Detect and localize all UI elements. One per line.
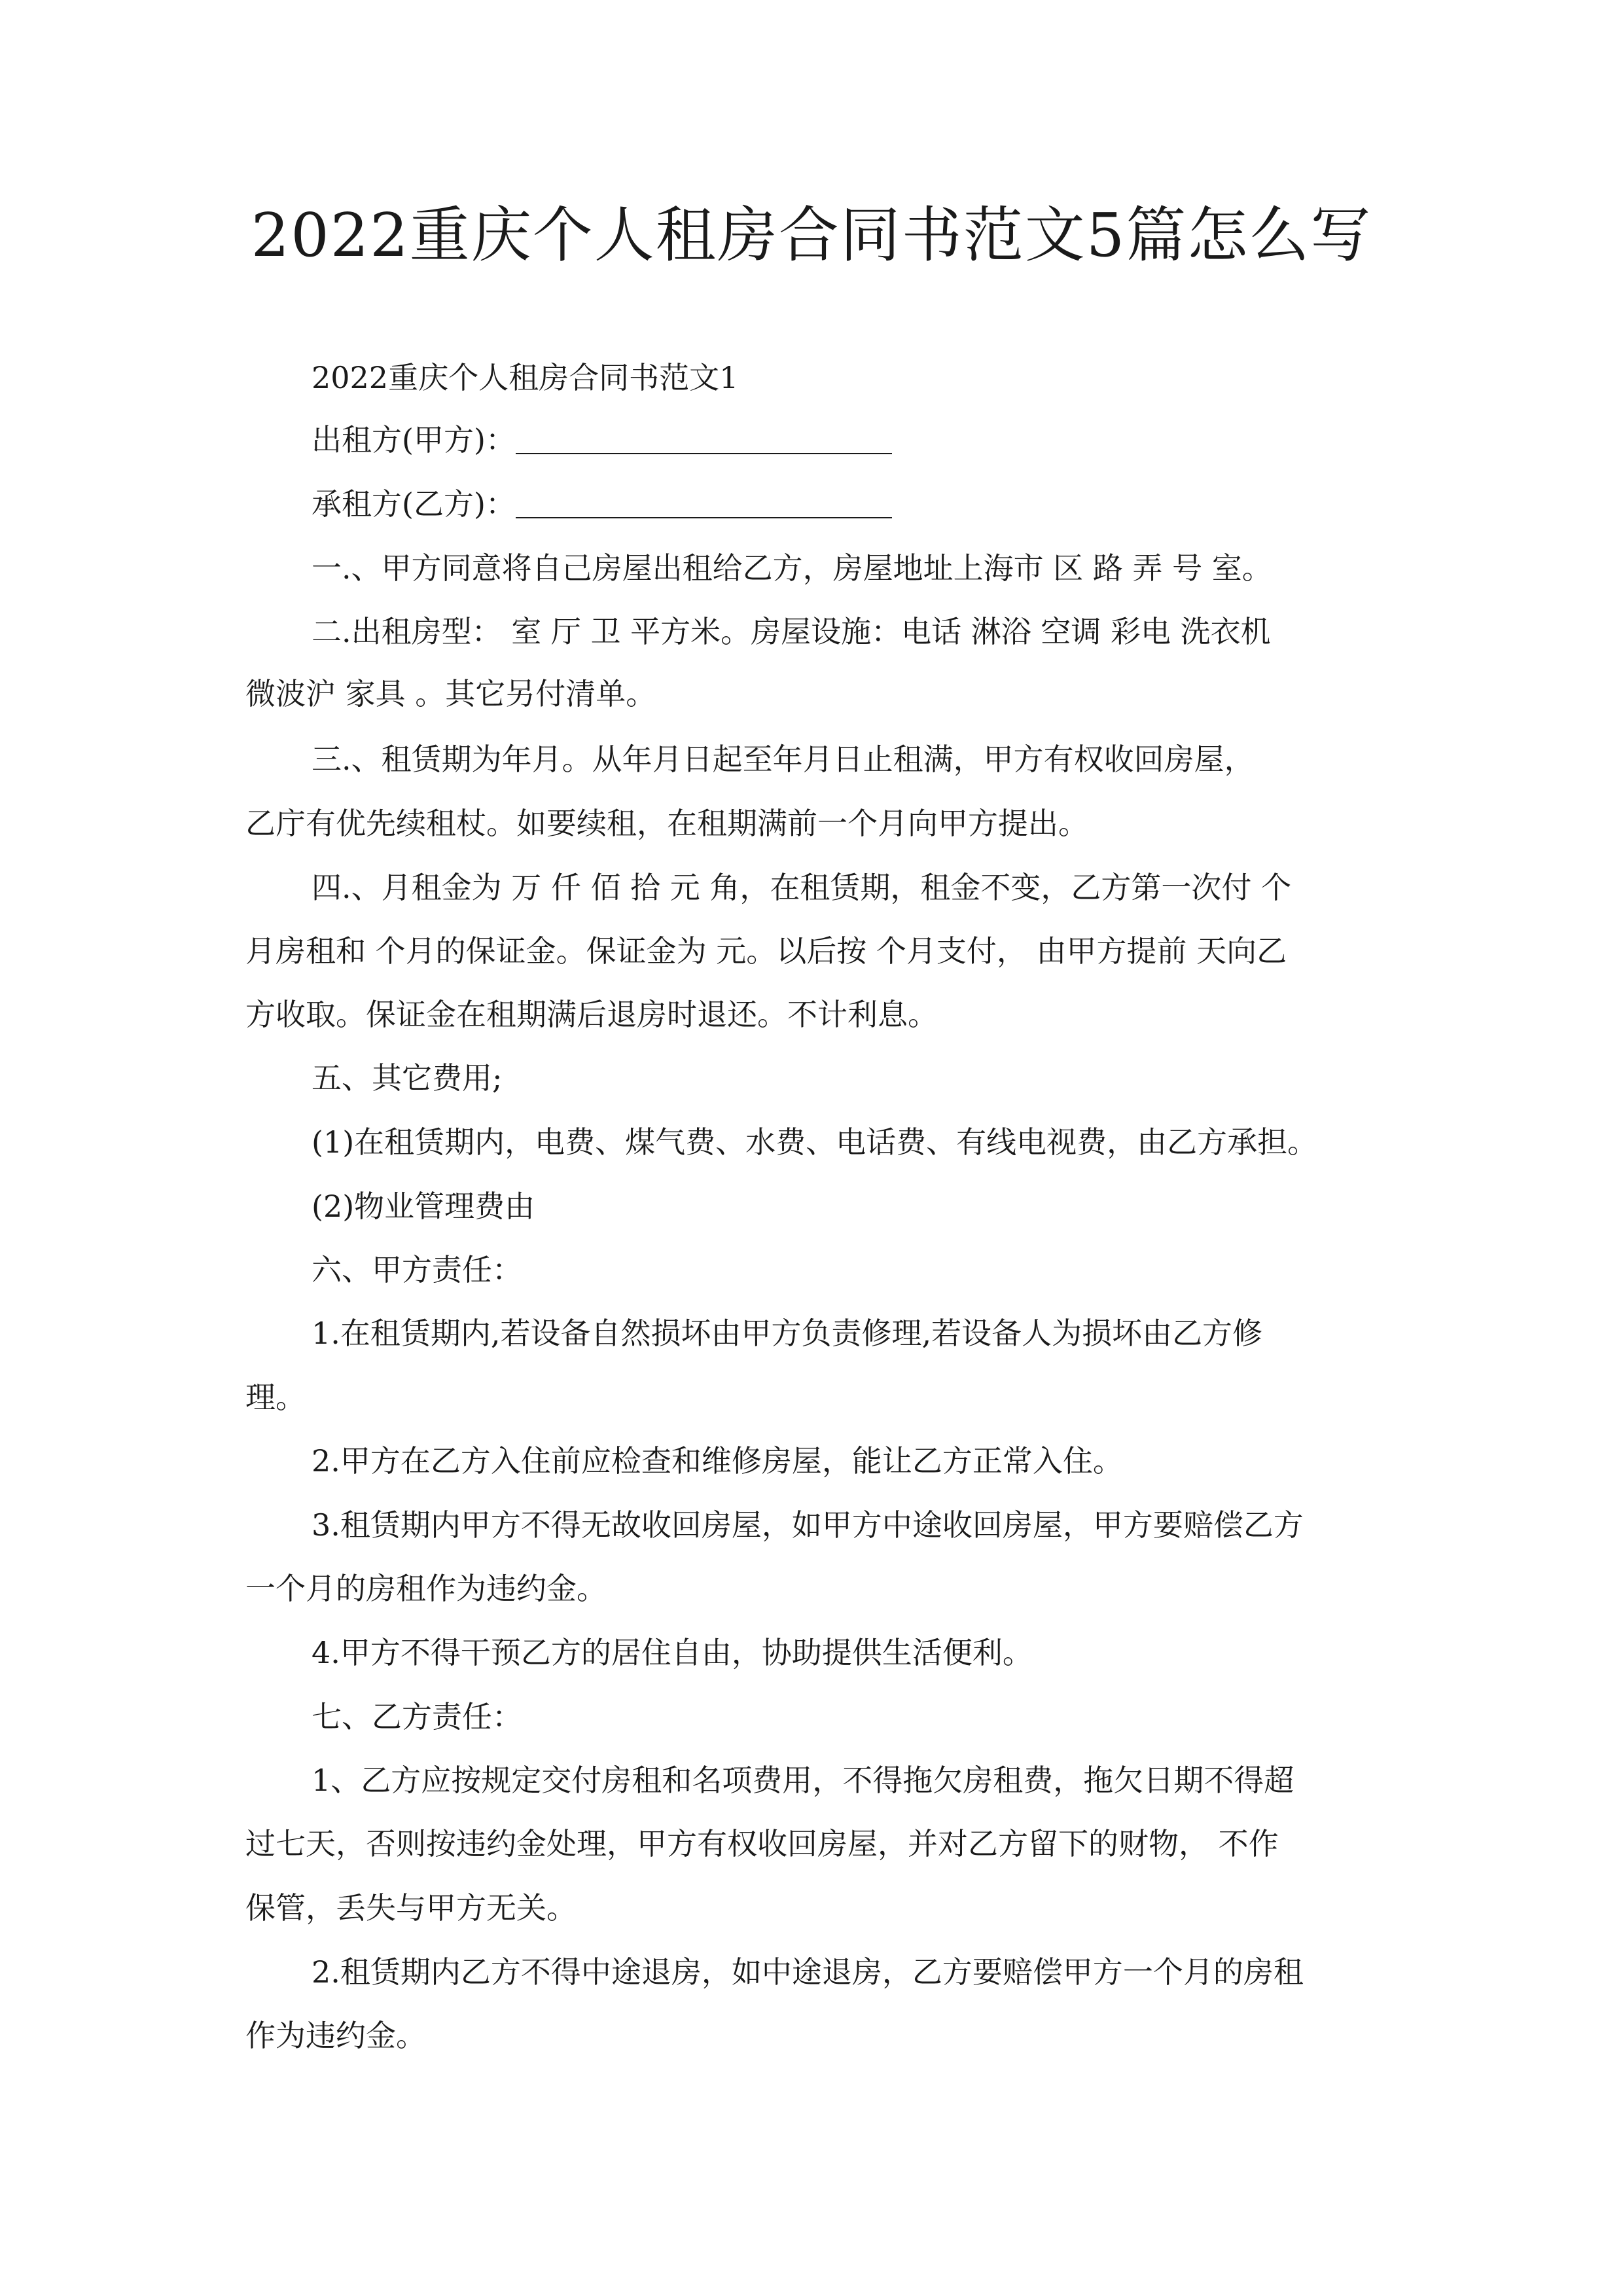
clause-7-heading: 七、乙方责任： [312, 1699, 522, 1734]
clause-6-heading: 六、甲方责任： [312, 1252, 522, 1287]
clause-2: 二.出租房型： 室 厅 卫 平方米。房屋设施：电话 淋浴 空调 彩电 洗衣机 [312, 614, 1271, 649]
clause-7-item-2-cont: 作为违约金。 [245, 2018, 426, 2053]
clause-6-item-3-cont: 一个月的房租作为违约金。 [245, 1571, 607, 1606]
clause-5-heading: 五、其它费用; [312, 1060, 503, 1096]
clause-2-cont: 微波沪 家具 。其它另付清单。 [245, 676, 656, 711]
page-title: 2022重庆个人租房合同书范文5篇怎么写 [251, 200, 1372, 270]
clause-3-cont: 乙庁有优先续租杖。如要续租，在租期满前一个月向甲方提出。 [245, 806, 1088, 841]
clause-7-item-2: 2.租赁期内乙方不得中途退房，如中途退房，乙方要赔偿甲方一个月的房租 [312, 1954, 1304, 1990]
clause-6-item-2: 2.甲方在乙方入住前应检查和维修房屋，能让乙方正常入住。 [312, 1443, 1123, 1479]
lessor-line [312, 420, 892, 459]
clause-6-item-1-cont: 理。 [245, 1380, 306, 1415]
clause-3: 三.、租赁期为年月。从年月日起至年月日止租满，甲方有权收回房屋， [312, 742, 1255, 777]
lessor-blank [516, 424, 892, 454]
clause-7-item-1: 1、乙方应按规定交付房租和名项费用，不得拖欠房租费，拖欠日期不得超 [312, 1763, 1294, 1798]
lessee-blank [516, 488, 892, 518]
clause-5-item-2: (2)物业管理费由 [312, 1189, 535, 1224]
clause-5-item-1: (1)在租赁期内，电费、煤气费、水费、电话费、有线电视费，由乙方承担。 [312, 1124, 1318, 1160]
clause-6-item-4: 4.甲方不得干预乙方的居住自由，协助提供生活便利。 [312, 1635, 1033, 1670]
clause-6-item-3: 3.租赁期内甲方不得无故收回房屋，如甲方中途收回房屋，甲方要赔偿乙方 [312, 1507, 1304, 1543]
lessor-label: 出租方(甲方)： [312, 422, 516, 457]
clause-4-cont-1: 月房租和 个月的保证金。保证金为 元。以后按 个月支付， 由甲方提前 天向乙 [245, 933, 1287, 969]
clause-1: 一.、甲方同意将自己房屋出租给乙方，房屋地址上海市 区 路 弄 号 室。 [312, 550, 1272, 586]
clause-4-cont-2: 方收取。保证金在租期满后退房时退还。不计利息。 [245, 997, 938, 1032]
clause-4: 四.、月租金为 万 仟 佰 拾 元 角，在租赁期，租金不变，乙方第一次付 个 [312, 870, 1291, 905]
clause-6-item-1: 1.在租赁期内,若设备自然损坏由甲方负责修理,若设备人为损坏由乙方修 [312, 1316, 1263, 1351]
lessee-label: 承租方(乙方)： [312, 486, 516, 522]
contract-subtitle: 2022重庆个人租房合同书范文1 [312, 360, 739, 395]
clause-7-item-1-cont-2: 保管，丢失与甲方无关。 [245, 1890, 577, 1926]
clause-7-item-1-cont-1: 过七天，否则按违约金处理，甲方有权收回房屋，并对乙方留下的财物， 不作 [245, 1826, 1279, 1861]
lessee-line [312, 484, 892, 524]
